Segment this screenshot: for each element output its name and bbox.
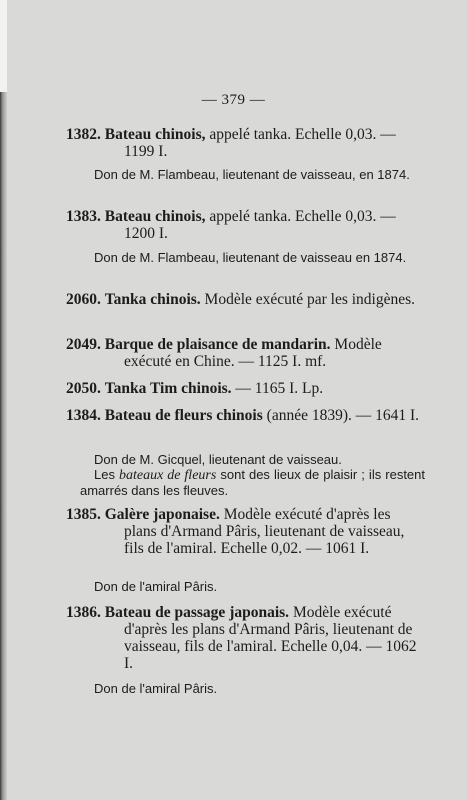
donation-note-1385: Don de l'amiral Pâris.	[94, 579, 218, 594]
entry-description: Modèle exécuté d'après les plans d'Armand Pâris, lieutenant de vaisseau, fils de l'amiral. Echelle 0,04. — 1062 I.	[124, 604, 417, 672]
catalog-entry-1386	[66, 604, 426, 672]
catalog-entry-1382	[66, 126, 426, 160]
entry-description: (année 1839). — 1641 I.	[262, 407, 420, 424]
entry-number: 1383.	[66, 208, 101, 225]
entry-number: 2050.	[66, 380, 101, 397]
entry-description: appelé tanka. Echelle 0,03. — 1199 I.	[124, 126, 396, 160]
donation-note-1382: Don de M. Flambeau, lieutenant de vaisseau, en 1874.	[94, 167, 410, 182]
note-text-start: Les	[94, 467, 120, 482]
donation-note-1384: Don de M. Gicquel, lieutenant de vaisseau.	[94, 452, 342, 467]
entry-title: Bateau de passage japonais.	[104, 604, 290, 621]
note-bateaux-de-fleurs	[80, 467, 425, 498]
catalog-entry-1383	[66, 208, 426, 242]
entry-number: 2049.	[66, 336, 101, 353]
entry-description: Modèle exécuté par les indigènes.	[200, 291, 416, 308]
catalog-entry-2060	[66, 291, 426, 308]
note-text-end: sont des lieux de plaisir ; ils restent amarrés dans les fleuves.	[80, 467, 425, 498]
page-number: — 379 —	[201, 92, 266, 108]
entry-description: Modèle exécuté d'après les plans d'Armand Pâris, lieutenant de vaisseau, fils de l'amiral. Echelle 0,02. — 1061 I.	[124, 506, 405, 557]
catalog-entry-1385	[66, 506, 426, 557]
entry-number: 1384.	[66, 407, 101, 424]
entry-title: Bateau chinois,	[104, 208, 206, 225]
entry-title: Barque de plaisance de mandarin.	[104, 336, 331, 353]
note-italic-term: bateaux de fleurs	[119, 468, 217, 483]
entry-number: 1382.	[66, 126, 101, 143]
donation-note-1386: Don de l'amiral Pâris.	[94, 681, 218, 696]
catalog-entry-2050	[66, 380, 426, 397]
entry-title: Tanka chinois.	[104, 291, 201, 308]
donation-note-1383: Don de M. Flambeau, lieutenant de vaisseau en 1874.	[94, 250, 407, 265]
entry-number: 1385.	[66, 506, 101, 523]
entry-description: appelé tanka. Echelle 0,03. — 1200 I.	[124, 208, 396, 242]
catalog-entry-2049	[66, 336, 426, 370]
entry-number: 1386.	[66, 604, 101, 621]
entry-description: Modèle exécuté en Chine. — 1125 I. mf.	[124, 336, 382, 370]
entry-number: 2060.	[66, 291, 101, 308]
entry-title: Galère japonaise.	[104, 506, 220, 523]
entry-title: Bateau chinois,	[104, 126, 206, 143]
entry-description: — 1165 I. Lp.	[231, 380, 324, 397]
catalog-entry-1384	[66, 407, 426, 424]
entry-title: Bateau de fleurs chinois	[104, 407, 263, 424]
entry-title: Tanka Tim chinois.	[104, 380, 232, 397]
